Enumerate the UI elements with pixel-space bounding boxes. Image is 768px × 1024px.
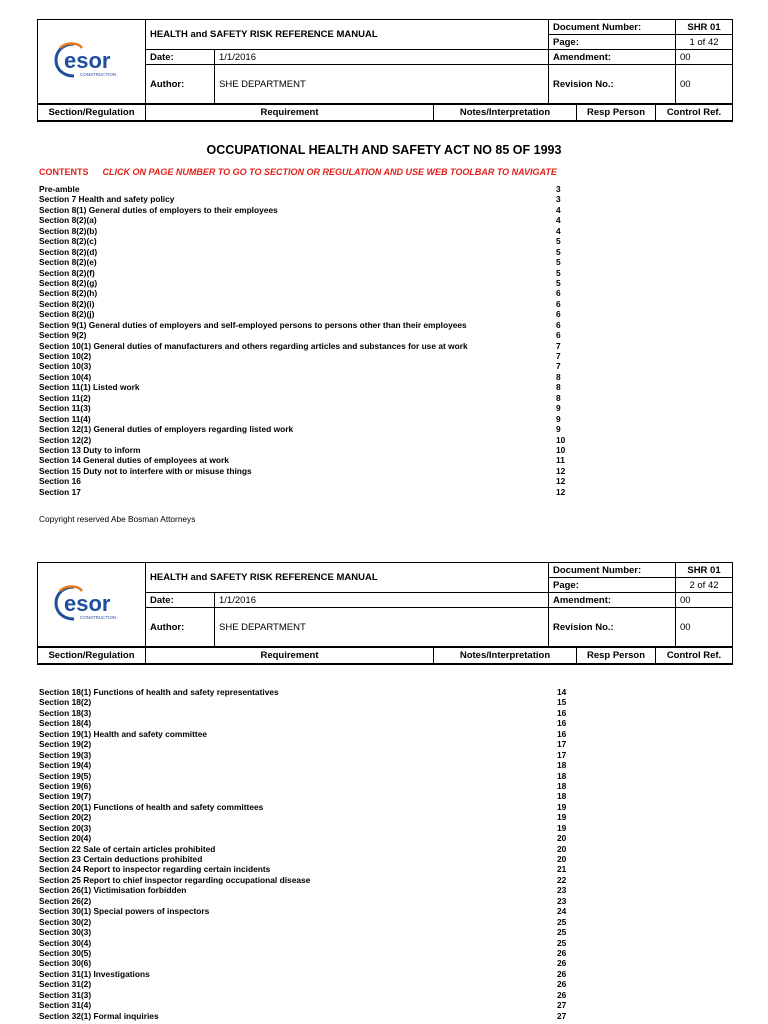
svg-text:esor: esor — [63, 48, 110, 73]
toc-page-link[interactable]: 12 — [556, 476, 566, 487]
page-value: 1 of 42 — [676, 35, 733, 50]
date-label: Date: — [146, 593, 215, 608]
toc-page-link[interactable]: 18 — [557, 760, 567, 771]
toc-page-link[interactable]: 23 — [557, 895, 567, 906]
toc-row — [39, 455, 569, 465]
toc-row — [39, 393, 569, 403]
doc-number-label: Document Number: — [549, 563, 676, 578]
contents-label: CONTENTS — [39, 167, 89, 177]
toc-section-label: Section 14 General duties of employees at work — [39, 455, 229, 466]
toc-section-label: Section 8(2)(b) — [39, 225, 98, 236]
toc-page-link[interactable]: 3 — [556, 194, 561, 205]
toc-page-link[interactable]: 9 — [556, 403, 561, 414]
toc-row — [39, 361, 569, 371]
toc-page-link[interactable]: 6 — [556, 319, 561, 330]
toc-page-link[interactable]: 20 — [557, 833, 567, 844]
toc-section-label: Section 22 Sale of certain articles prohibited — [39, 843, 216, 854]
toc-section-label: Pre-amble — [39, 184, 80, 194]
toc-row — [39, 885, 569, 895]
toc-page-link[interactable]: 19 — [557, 812, 567, 823]
toc-page-link[interactable]: 17 — [557, 749, 567, 760]
toc-page-link[interactable]: 7 — [556, 351, 561, 361]
toc-row — [39, 330, 569, 340]
toc-section-label: Section 26(1) Victimisation forbidden — [39, 885, 187, 896]
contents-instruction: CLICK ON PAGE NUMBER TO GO TO SECTION OR REGULATION AND USE WEB TOOLBAR TO NAVIGATE — [102, 167, 557, 177]
toc-section-label: Section 31(4) — [39, 1000, 92, 1011]
toc-row — [39, 823, 569, 833]
toc-row — [39, 958, 569, 968]
toc-page-link[interactable]: 7 — [556, 340, 561, 351]
toc-page-link[interactable]: 5 — [556, 277, 561, 288]
toc-row — [39, 896, 569, 906]
toc-page-link[interactable]: 25 — [557, 927, 567, 938]
toc-page-link[interactable]: 8 — [556, 382, 561, 393]
toc-row — [39, 341, 569, 351]
toc-row — [39, 948, 569, 958]
toc-section-label: Section 10(1) General duties of manufacturers and others regarding articles and substances for use at work — [39, 340, 468, 351]
toc-page-link[interactable]: 6 — [556, 309, 561, 320]
toc-list — [39, 184, 569, 497]
toc-row — [39, 969, 569, 979]
toc-section-label: Section 25 Report to chief inspector regarding occupational disease — [39, 874, 311, 885]
toc-section-label: Section 30(6) — [39, 958, 92, 969]
toc-section-label: Section 19(3) — [39, 749, 92, 760]
toc-page-link[interactable]: 8 — [556, 371, 561, 382]
toc-row — [39, 247, 569, 257]
toc-row — [39, 844, 569, 854]
toc-row — [39, 215, 569, 225]
toc-section-label: Section 11(4) — [39, 413, 91, 424]
toc-page-link[interactable]: 5 — [556, 267, 561, 278]
toc-section-label: Section 8(2)(h) — [39, 288, 98, 299]
revision-value: 00 — [676, 608, 733, 647]
toc-row — [39, 750, 569, 760]
toc-row — [39, 760, 569, 770]
author-value: SHE DEPARTMENT — [215, 65, 549, 104]
toc-page-link[interactable]: 17 — [557, 739, 567, 750]
col-requirement: Requirement — [146, 648, 434, 665]
toc-page-link[interactable]: 22 — [557, 874, 567, 885]
toc-page-link[interactable]: 27 — [557, 1010, 567, 1021]
toc-page-link[interactable]: 19 — [557, 801, 567, 812]
toc-row — [39, 812, 569, 822]
toc-row — [39, 802, 569, 812]
toc-section-label: Section 7 Health and safety policy — [39, 194, 175, 205]
svg-text:CONSTRUCTION: CONSTRUCTION — [79, 615, 116, 620]
toc-section-label: Section 9(1) General duties of employers and self-employed persons to persons other than their employees — [39, 319, 467, 330]
toc-row — [39, 990, 569, 1000]
toc-row — [39, 833, 569, 843]
toc-page-link[interactable]: 27 — [557, 1000, 567, 1011]
toc-page-link[interactable]: 4 — [556, 215, 561, 226]
toc-section-label: Section 31(3) — [39, 989, 92, 1000]
esor-logo — [52, 38, 132, 82]
toc-row — [39, 906, 569, 916]
toc-row — [39, 466, 569, 476]
toc-section-label: Section 30(5) — [39, 947, 92, 958]
toc-row — [39, 487, 569, 497]
esor-logo — [52, 581, 132, 625]
toc-row — [39, 351, 569, 361]
toc-page-link[interactable]: 16 — [557, 707, 567, 718]
toc-page-link[interactable]: 19 — [557, 822, 567, 833]
toc-row — [39, 687, 569, 697]
toc-page-link[interactable]: 25 — [557, 916, 567, 927]
toc-section-label: Section 19(2) — [39, 739, 92, 750]
toc-page-link[interactable]: 18 — [557, 791, 567, 802]
toc-page-link[interactable]: 18 — [557, 770, 567, 781]
toc-row — [39, 864, 569, 874]
toc-row — [39, 708, 569, 718]
toc-section-label: Section 10(2) — [39, 351, 92, 361]
toc-section-label: Section 19(6) — [39, 780, 92, 791]
col-control-ref: Control Ref. — [656, 105, 733, 122]
copyright: Copyright reserved Abe Bosman Attorneys — [39, 514, 196, 524]
svg-text:esor: esor — [63, 591, 110, 616]
toc-page-link[interactable]: 4 — [556, 225, 561, 236]
doc-title: OCCUPATIONAL HEALTH AND SAFETY ACT NO 85 OF 1993 — [206, 143, 562, 157]
page-label: Page: — [549, 578, 676, 593]
toc-section-label: Section 18(1) Functions of health and safety representatives — [39, 687, 279, 697]
toc-row — [39, 697, 569, 707]
toc-row — [39, 372, 569, 382]
toc-section-label: Section 19(1) Health and safety committee — [39, 728, 208, 739]
toc-section-label: Section 8(1) General duties of employers to their employees — [39, 204, 278, 215]
toc-page-link[interactable]: 21 — [557, 864, 567, 875]
toc-page-link[interactable]: 23 — [557, 885, 567, 896]
toc-section-label: Section 9(2) — [39, 330, 87, 341]
toc-row — [39, 382, 569, 392]
toc-page-link[interactable]: 5 — [556, 246, 561, 257]
doc-number-value: SHR 01 — [676, 20, 733, 35]
toc-row — [39, 854, 569, 864]
toc-page-link[interactable]: 15 — [557, 697, 567, 708]
toc-section-label: Section 10(3) — [39, 361, 92, 372]
toc-row — [39, 875, 569, 885]
date-label: Date: — [146, 50, 215, 65]
toc-section-label: Section 31(1) Investigations — [39, 968, 150, 979]
toc-row — [39, 927, 569, 937]
col-resp-person: Resp Person — [577, 648, 656, 665]
doc-number-value: SHR 01 — [676, 563, 733, 578]
toc-row — [39, 791, 569, 801]
toc-page-link[interactable]: 25 — [557, 937, 567, 948]
toc-row — [39, 184, 569, 194]
toc-row — [39, 288, 569, 298]
toc-section-label: Section 8(2)(e) — [39, 257, 97, 268]
logo — [38, 563, 146, 647]
toc-page-link[interactable]: 5 — [556, 257, 561, 268]
toc-page-link[interactable]: 10 — [556, 434, 566, 445]
toc-page-link[interactable]: 12 — [556, 465, 566, 476]
toc-row — [39, 979, 569, 989]
toc-row — [39, 268, 569, 278]
toc-page-link[interactable]: 9 — [556, 424, 561, 435]
toc-row — [39, 226, 569, 236]
toc-section-label: Section 8(2)(c) — [39, 236, 97, 247]
toc-page-link[interactable]: 10 — [556, 444, 566, 455]
revision-value: 00 — [676, 65, 733, 104]
toc-section-label: Section 20(3) — [39, 822, 92, 833]
author-label: Author: — [146, 65, 215, 104]
toc-section-label: Section 30(4) — [39, 937, 92, 948]
toc-page-link[interactable]: 5 — [556, 236, 561, 247]
toc-page-link[interactable]: 14 — [557, 687, 567, 697]
toc-section-label: Section 32(1) Formal inquiries — [39, 1010, 159, 1021]
toc-page-link[interactable]: 24 — [557, 906, 567, 917]
toc-section-label: Section 8(2)(a) — [39, 215, 97, 226]
toc-page-link[interactable]: 9 — [556, 413, 561, 424]
toc-page-link[interactable]: 26 — [557, 989, 567, 1000]
toc-section-label: Section 20(2) — [39, 812, 92, 823]
page-label: Page: — [549, 35, 676, 50]
toc-section-label: Section 23 Certain deductions prohibited — [39, 854, 203, 864]
toc-section-label: Section 17 — [39, 486, 81, 497]
toc-section-label: Section 13 Duty to inform — [39, 444, 141, 455]
toc-page-link[interactable]: 6 — [556, 298, 561, 309]
toc-section-label: Section 24 Report to inspector regarding certain incidents — [39, 864, 271, 875]
col-control-ref: Control Ref. — [656, 648, 733, 665]
toc-row — [39, 403, 569, 413]
toc-section-label: Section 15 Duty not to interfere with or misuse things — [39, 465, 252, 476]
toc-section-label: Section 8(2)(i) — [39, 298, 95, 309]
toc-section-label: Section 16 — [39, 476, 81, 487]
toc-page-link[interactable]: 6 — [556, 288, 561, 299]
toc-section-label: Section 12(2) — [39, 434, 92, 445]
column-headers — [37, 647, 732, 665]
toc-section-label: Section 30(2) — [39, 916, 92, 927]
col-resp-person: Resp Person — [577, 105, 656, 122]
toc-row — [39, 781, 569, 791]
date-value: 1/1/2016 — [215, 50, 549, 65]
toc-section-label: Section 10(4) — [39, 371, 92, 382]
toc-page-link[interactable]: 16 — [557, 718, 567, 729]
toc-row — [39, 236, 569, 246]
toc-page-link[interactable]: 7 — [556, 361, 561, 372]
toc-row — [39, 278, 569, 288]
column-headers — [37, 104, 732, 122]
toc-section-label: Section 8(2)(f) — [39, 267, 95, 278]
toc-row — [39, 194, 569, 204]
toc-row — [39, 739, 569, 749]
toc-section-label: Section 20(1) Functions of health and safety committees — [39, 801, 264, 812]
toc-row — [39, 938, 569, 948]
col-requirement: Requirement — [146, 105, 434, 122]
toc-row — [39, 320, 569, 330]
toc-section-label: Section 20(4) — [39, 833, 92, 844]
toc-section-label: Section 18(3) — [39, 707, 92, 718]
toc-row — [39, 1011, 569, 1021]
toc-row — [39, 435, 569, 445]
toc-row — [39, 257, 569, 267]
toc-page-link[interactable]: 26 — [557, 958, 567, 969]
toc-row — [39, 917, 569, 927]
toc-row — [39, 414, 569, 424]
toc-section-label: Section 18(4) — [39, 718, 92, 729]
toc-section-label: Section 19(4) — [39, 760, 92, 771]
date-value: 1/1/2016 — [215, 593, 549, 608]
col-notes: Notes/Interpretation — [434, 105, 577, 122]
toc-section-label: Section 30(3) — [39, 927, 92, 938]
amendment-label: Amendment: — [549, 593, 676, 608]
toc-row — [39, 309, 569, 319]
toc-row — [39, 205, 569, 215]
toc-list — [39, 687, 569, 1021]
toc-section-label: Section 18(2) — [39, 697, 92, 708]
toc-section-label: Section 30(1) Special powers of inspectors — [39, 906, 210, 917]
toc-page-link[interactable]: 3 — [556, 184, 561, 194]
toc-page-link[interactable]: 20 — [557, 843, 567, 854]
toc-page-link[interactable]: 12 — [556, 486, 566, 497]
svg-text:CONSTRUCTION: CONSTRUCTION — [79, 72, 116, 77]
toc-row — [39, 476, 569, 486]
toc-row — [39, 445, 569, 455]
toc-page-link[interactable]: 8 — [556, 392, 561, 403]
toc-row — [39, 1000, 569, 1010]
toc-page-link[interactable]: 4 — [556, 204, 561, 215]
amendment-value: 00 — [676, 50, 733, 65]
toc-page-link[interactable]: 16 — [557, 728, 567, 739]
toc-page-link[interactable]: 26 — [557, 947, 567, 958]
toc-section-label: Section 11(3) — [39, 403, 91, 414]
toc-row — [39, 718, 569, 728]
col-section: Section/Regulation — [38, 105, 146, 122]
toc-section-label: Section 31(2) — [39, 979, 92, 990]
toc-page-link[interactable]: 11 — [556, 455, 565, 466]
col-section: Section/Regulation — [38, 648, 146, 665]
toc-section-label: Section 11(1) Listed work — [39, 382, 140, 393]
toc-row — [39, 729, 569, 739]
toc-row — [39, 424, 569, 434]
revision-label: Revision No.: — [549, 608, 676, 647]
toc-section-label: Section 8(2)(d) — [39, 246, 98, 257]
toc-section-label: Section 12(1) General duties of employers regarding listed work — [39, 424, 294, 435]
contents-line — [39, 167, 557, 177]
toc-page-link[interactable]: 26 — [557, 968, 567, 979]
author-value: SHE DEPARTMENT — [215, 608, 549, 647]
toc-page-link[interactable]: 18 — [557, 780, 567, 791]
toc-section-label: Section 8(2)(j) — [39, 309, 95, 320]
toc-page-link[interactable]: 6 — [556, 330, 561, 341]
toc-page-link[interactable]: 20 — [557, 854, 567, 864]
amendment-label: Amendment: — [549, 50, 676, 65]
toc-row — [39, 299, 569, 309]
doc-number-label: Document Number: — [549, 20, 676, 35]
manual-title: HEALTH and SAFETY RISK REFERENCE MANUAL — [146, 20, 549, 50]
col-notes: Notes/Interpretation — [434, 648, 577, 665]
toc-section-label: Section 19(5) — [39, 770, 92, 781]
author-label: Author: — [146, 608, 215, 647]
manual-title: HEALTH and SAFETY RISK REFERENCE MANUAL — [146, 563, 549, 593]
toc-section-label: Section 11(2) — [39, 392, 91, 403]
amendment-value: 00 — [676, 593, 733, 608]
toc-row — [39, 771, 569, 781]
toc-section-label: Section 26(2) — [39, 895, 92, 906]
toc-page-link[interactable]: 26 — [557, 979, 567, 990]
logo — [38, 20, 146, 104]
toc-section-label: Section 19(7) — [39, 791, 92, 802]
revision-label: Revision No.: — [549, 65, 676, 104]
toc-section-label: Section 8(2)(g) — [39, 277, 98, 288]
page-value: 2 of 42 — [676, 578, 733, 593]
